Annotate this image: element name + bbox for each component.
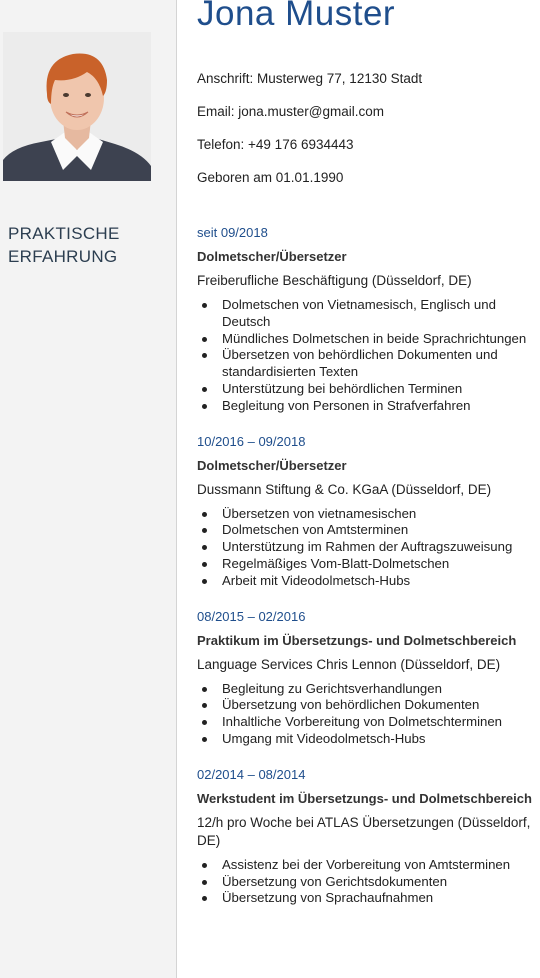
duty-item: Übersetzen von vietnamesischen	[197, 506, 540, 523]
duty-item: Dolmetschen von Amtsterminen	[197, 522, 540, 539]
job-date: 02/2014 – 08/2014	[197, 766, 306, 782]
bullet-icon	[202, 880, 207, 885]
job-company: Freiberufliche Beschäftigung (Düsseldorf, DE)	[197, 273, 472, 288]
job-title: Dolmetscher/Übersetzer	[197, 457, 347, 473]
bullet-icon	[202, 337, 207, 342]
job-date: seit 09/2018	[197, 225, 268, 240]
contact-address: Anschrift: Musterweg 77, 12130 Stadt	[197, 71, 423, 86]
duty-item: Umgang mit Videodolmetsch-Hubs	[197, 731, 540, 748]
duty-item: Übersetzung von behördlichen Dokumenten	[197, 697, 540, 714]
person-name: Jona Muster	[197, 0, 396, 33]
bullet-icon	[202, 737, 207, 742]
job-date: 10/2016 – 09/2018	[197, 433, 306, 449]
experience-list	[197, 224, 540, 925]
contact-phone: Telefon: +49 176 6934443	[197, 137, 354, 152]
bullet-icon	[202, 387, 207, 392]
job-company: Dussmann Stiftung & Co. KGaA (Düsseldorf, DE)	[197, 481, 492, 497]
job-company: Language Services Chris Lennon (Düsseldorf, DE)	[197, 656, 501, 672]
bullet-icon	[202, 545, 207, 550]
bullet-icon	[202, 353, 207, 358]
duty-item: Unterstützung bei behördlichen Terminen	[197, 381, 540, 398]
job-title: Praktikum im Übersetzungs- und Dolmetschbereich	[197, 632, 517, 648]
job-duties	[197, 506, 540, 590]
job-title: Dolmetscher/Übersetzer	[197, 249, 347, 264]
bullet-icon	[202, 687, 207, 692]
job-date: 08/2015 – 02/2016	[197, 608, 306, 624]
duty-item: Assistenz bei der Vorbereitung von Amtsterminen	[197, 857, 540, 874]
duty-item: Inhaltliche Vorbereitung von Dolmetschterminen	[197, 714, 540, 731]
duty-item: Übersetzung von Sprachaufnahmen	[197, 890, 540, 907]
bullet-icon	[202, 562, 207, 567]
duty-item: Regelmäßiges Vom-Blatt-Dolmetschen	[197, 556, 540, 573]
duty-item: Begleitung von Personen in Strafverfahren	[197, 398, 540, 415]
job-entry	[197, 433, 540, 590]
contact-birthdate: Geboren am 01.01.1990	[197, 170, 344, 185]
job-title: Werkstudent im Übersetzungs- und Dolmetschbereich	[197, 790, 532, 806]
job-entry	[197, 608, 540, 748]
bullet-icon	[202, 703, 207, 708]
bullet-icon	[202, 528, 207, 533]
duty-item: Dolmetschen von Vietnamesisch, Englisch und Deutsch	[197, 297, 540, 331]
bullet-icon	[202, 863, 207, 868]
bullet-icon	[202, 720, 207, 725]
bullet-icon	[202, 896, 207, 901]
job-duties	[197, 857, 540, 907]
job-entry	[197, 224, 540, 415]
profile-photo	[3, 32, 151, 181]
bullet-icon	[202, 579, 207, 584]
column-divider	[176, 0, 177, 978]
duty-item: Begleitung zu Gerichtsverhandlungen	[197, 681, 540, 698]
job-duties	[197, 297, 540, 415]
contact-email: Email: jona.muster@gmail.com	[197, 104, 385, 119]
duty-item: Unterstützung im Rahmen der Auftragszuweisung	[197, 539, 540, 556]
duty-item: Mündliches Dolmetschen in beide Sprachrichtungen	[197, 331, 540, 348]
job-company: 12/h pro Woche bei ATLAS Übersetzungen (Düsseldorf, DE)	[197, 814, 531, 848]
job-entry	[197, 766, 540, 907]
job-duties	[197, 681, 540, 748]
section-title-experience: PRAKTISCHE ERFAHRUNG	[8, 224, 120, 266]
contact-list	[197, 71, 422, 203]
bullet-icon	[202, 512, 207, 517]
duty-item: Übersetzen von behördlichen Dokumenten und standardisierten Texten	[197, 347, 540, 381]
duty-item: Arbeit mit Videodolmetsch-Hubs	[197, 573, 540, 590]
bullet-icon	[202, 404, 207, 409]
duty-item: Übersetzung von Gerichtsdokumenten	[197, 874, 540, 891]
bullet-icon	[202, 303, 207, 308]
